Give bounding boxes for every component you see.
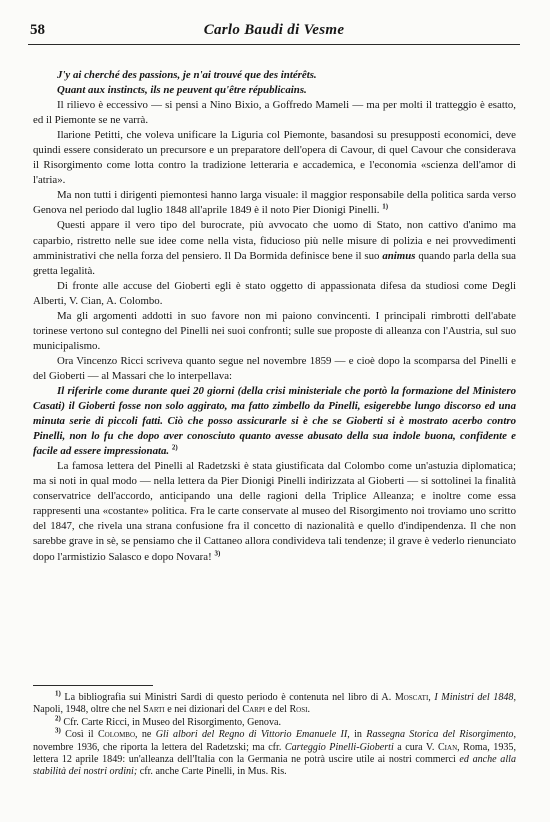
quoted-text: Il riferirle come durante quei 20 giorni (della crisi ministeriale che portò la formazione del Ministero Casati) il Gioberti fosse non solo aggirato, ma fatto zimbello da Pinelli, esigerebbe lungo discorso ed una minuta serie di piccoli fatti. Ciò che posso assicurarle si è che se Gioberti si è mostrato acerbo contro Pinelli, non lo fu che dopo aver conosciuto quanto avesse abusato della sua indole buona, confidente e facile ad essere impressionata. [33,384,516,458]
footnote-text: , ne [135,729,152,741]
paragraph-text: Ma non tutti i dirigenti piemontesi hanno larga visuale: il maggior responsabile della politica sarda verso Genova nel periodo dal luglio 1848 all'aprile 1849 è il noto Pier Dionigi Pinelli. [33,189,516,217]
author-name: Sarti [143,704,165,716]
paragraph [33,188,516,218]
epigraph-line-2: Quant aux instincts, ils ne peuvent qu'être républicains. [57,84,307,97]
paragraph-text: La famosa lettera del Pinelli al Radetzski è stata giustificata dal Colombo come un'astuzia diplomatica; ma si noti in qual modo — nella lettera da Pier Dionigi Pinelli indirizzata al Gioberti — si sottolinei la finalità conservatrice dell'accordo, anticipando una delle ragioni della Triplice Alleanza; e inoltre come essa rappresenti una «costante» politica. Fra le carte conservate al museo del Risorgimento noi troviamo uno scritto del 1847, che rivela una strana confusione fra il concetto di nazionalità e quello d'indipendenza. Il che non sarebbe grave in sè, se pensiamo che il Cattaneo allora condivideva tali tendenze; il grave è vederlo rienunciato dopo l'armistizio Salasco e dopo Novara! [33,460,516,563]
paragraph: Ma gli argomenti addotti in suo favore non mi paiono convincenti. I principali rimbrotti dell'abate torinese vertono sul contegno del Pinelli nei suoi confronti; sulle sue proposte di alleanza con l'Austria, sul suo municipalismo. [33,309,516,352]
footnote-ref: 3) [214,548,221,557]
book-title: Gli albori del Regno di Vittorio Emanuele II [155,729,348,741]
quoted-letter [33,384,516,459]
footnote-text: cfr. anche Carte Pinelli, in Mus. Ris. [139,766,287,778]
paragraph-text: Questi appare il vero tipo del burocrate, più avvocato che uomo di Stato, non cattivo d'animo ma caparbio, ristretto nelle sue idee come nella vista, fiducioso più nelle misure di polizia e nei provvedimenti amministrativi che nella forza del pensiero. Il Da Bormida definisce bene il suo [33,219,516,262]
page-number: 58 [30,22,45,38]
main-text [33,68,516,565]
footnote-text: Così il [65,729,94,741]
footnote-1 [33,689,516,717]
footnote-2 [33,714,516,729]
book-title: , I Ministri del 1848 [428,692,514,703]
footnote-text: Cfr. Carte Ricci, in Museo del Risorgimento, Genova. [63,716,282,728]
author-name: Carpi [242,704,266,716]
paragraph [33,459,516,564]
paragraph-text: quando parla della sua gretta legalità. [33,249,516,277]
epigraph-line-1: J'y ai cherché des passions, je n'ai trouvé que des intérêts. [57,69,317,81]
footnote-3 [33,726,516,779]
footnote-ref: 1) [382,202,389,211]
running-title: Carlo Baudi di Vesme [203,22,345,38]
paragraph: Ilarione Petitti, che voleva unificare la Liguria col Piemonte, basandosi su presupposti economici, deve quindi essere considerato un precursore e un preparatore dell'opera di Cavour, di quel Cavour che considerava il Risorgimento come lotta contro la tradizione letteraria e accademica, e l'economia «scienza dell'amor di l'atria». [33,129,516,187]
footnote-mark: 1) [55,689,61,698]
footnote-ref: 2) [171,443,178,452]
paragraph: Ora Vincenzo Ricci scriveva quanto segue nel novembre 1859 — e cioè dopo la scomparsa del Pinelli e del Gioberti — al Massari che lo interpellava: [33,354,516,382]
author-name: Colombo [97,729,136,741]
footnote-text: , Roma, 1935, lettera 12 aprile 1849: un'alleanza dell'Italia con la Germania ne potrà uscire utile ai nostri commerci [33,741,516,766]
paragraph [33,218,516,278]
footnote-text: , Napoli, 1948, oltre che nel [33,692,516,716]
journal-title: Rassegna Storica del Risorgimento [366,729,514,741]
footnote-text: e del [267,704,287,716]
paragraph: Il rilievo è eccessivo — si pensi a Nino Bixio, a Goffredo Mameli — ma per molti il tratteggio è esatto, ed il Piemonte se ne varrà. [33,99,516,127]
footnote-text: e nei dizionari del [167,704,240,716]
emphasis: animus [382,249,416,262]
footnote-text: La bibliografia sui Ministri Sardi di questo periodo è contenuta nel libro di A. [64,692,392,703]
footnote-text: . [307,704,310,716]
footnote-mark: 2) [55,714,61,723]
quoted-text: ed anche alla stabilità dei nostri ordini; [33,754,516,778]
author-name: Rosi [289,704,308,716]
paragraph: Di fronte alle accuse del Gioberti egli è stato oggetto di appassionata difesa da studiosi come Degli Alberti, V. Cian, A. Colombo. [33,279,516,307]
page-header [28,22,520,45]
author-name: Cian [437,741,458,753]
footnote-text: , novembre 1936, che riporta la lettera del Radetzski; ma cfr. [33,729,516,753]
footnote-mark: 3) [55,726,61,735]
footnote-text: , in [347,729,362,741]
author-name: Moscati [394,692,429,703]
book-title: Carteggio Pinelli-Gioberti [284,741,394,753]
footnote-divider [33,685,153,686]
footnotes [33,689,516,779]
footnote-text: a cura V. [397,741,435,753]
